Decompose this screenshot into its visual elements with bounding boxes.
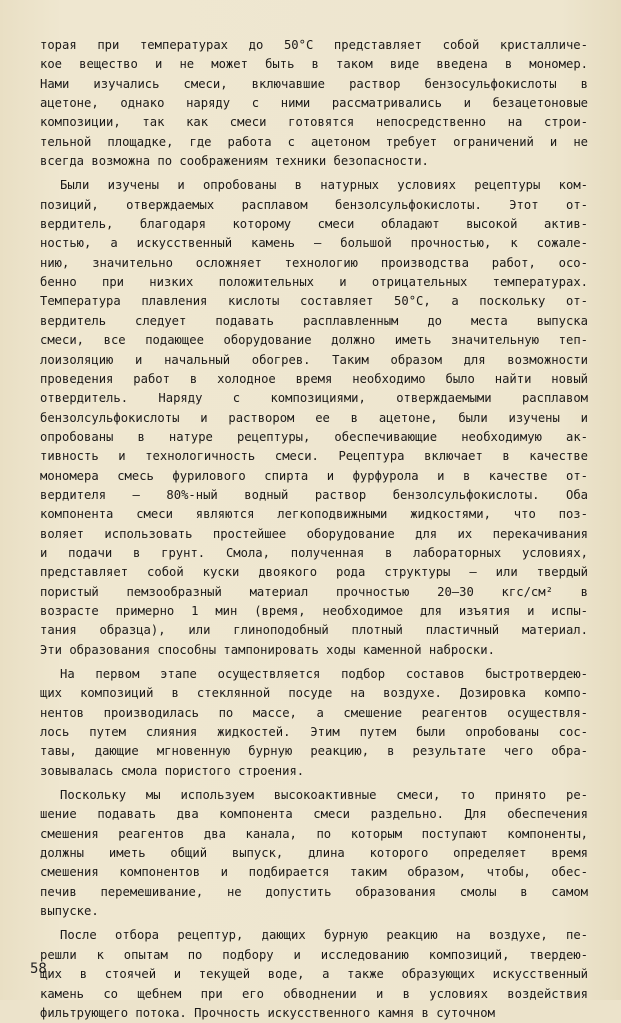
text-line: щих в стоячей и текущей воде, а также образующих искусственный xyxy=(40,967,588,982)
text-line: На первом этапе осуществляется подбор составов быстротвердею- xyxy=(60,667,588,681)
body-text xyxy=(40,36,588,1023)
text-line: нию, значительно осложняет технологию производства работ, осо- xyxy=(40,255,588,270)
text-line: торая при температурах до 50°С представляет собой кристалличе- xyxy=(40,38,588,52)
text-line: позиций, отверждаемых расплавом бензолсульфокислоты. Этот от- xyxy=(40,197,588,212)
text-line: смешения реагентов два канала, по которым поступают компоненты, xyxy=(40,826,588,841)
text-line: кое вещество и не может быть в таком виде введена в мономер. xyxy=(40,57,588,72)
text-line: представляет собой куски двоякого рода структуры – или твердый xyxy=(40,565,588,580)
text-line: отвердитель. Наряду с композициями, отверждаемыми расплавом xyxy=(40,391,588,406)
text-line: и подачи в грунт. Смола, полученная в лабораторных условиях, xyxy=(40,545,588,560)
page-number: 58 xyxy=(30,961,47,977)
text-line: смеси, все подающее оборудование должно иметь значительную теп- xyxy=(40,333,588,348)
text-line: мономера смесь фурилового спирта и фурфурола и в качестве от- xyxy=(40,468,588,483)
paragraph xyxy=(40,926,588,1023)
text-line: ностью, а искусственный камень – большой прочностью, к сожале- xyxy=(40,236,588,251)
text-line: Поскольку мы используем высокоактивные смеси, то принято ре- xyxy=(60,788,588,803)
text-line: печив перемешивание, не допустить образования смолы в самом xyxy=(40,884,588,899)
text-line: решли к опытам по подбору и исследованию композиций, твердею- xyxy=(40,947,588,962)
paragraph xyxy=(40,665,588,781)
text-line: вердителя – 80%-ный водный раствор бензолсульфокислоты. Оба xyxy=(40,487,588,502)
text-line: Нами изучались смеси, включавшие раствор бензосульфокислоты в xyxy=(40,76,588,91)
text-line: щих композиций в стеклянной посуде на воздухе. Дозировка компо- xyxy=(40,686,588,701)
text-line: должны иметь общий выпуск, длина которого определяет время xyxy=(40,846,588,861)
text-line: тания образца), или глиноподобный плотный пластичный материал. xyxy=(40,623,588,638)
text-line: Были изучены и опробованы в натурных условиях рецептуры ком- xyxy=(60,178,588,193)
text-line: Эти образования способны тампонировать ходы каменной наброски. xyxy=(40,642,495,657)
text-line: камень со щебнем при его обводнении и в условиях воздействия xyxy=(40,986,588,1001)
text-line: проведения работ в холодное время необходимо было найти новый xyxy=(40,371,588,386)
text-line: фильтрующего потока. Прочность искусственного камня в суточном xyxy=(40,1005,495,1020)
text-line: лоизоляцию и начальный обогрев. Таким образом для возможности xyxy=(40,352,588,367)
text-line: ацетоне, однако наряду с ними рассматривались и безацетоновые xyxy=(40,96,588,111)
text-line: компонента смеси являются легкоподвижными жидкостями, что поз- xyxy=(40,507,588,522)
text-line: Температура плавления кислоты составляет 50°С, а поскольку от- xyxy=(40,294,588,309)
text-line: зовывалась смола пористого строения. xyxy=(40,763,305,778)
paragraph xyxy=(40,36,588,171)
text-line: тельной площадке, где работа с ацетоном требует ограничений и не xyxy=(40,134,588,149)
text-line: бенно при низких положительных и отрицательных температурах. xyxy=(40,275,588,290)
text-line: После отбора рецептур, дающих бурную реакцию на воздухе, пе- xyxy=(60,928,588,943)
text-line: опробованы в натуре рецептуры, обеспечивающие необходимую ак- xyxy=(40,429,588,444)
text-line: нентов производилась по массе, а смешение реагентов осуществля- xyxy=(40,705,588,720)
text-line: вердитель следует подавать расплавленным до места выпуска xyxy=(40,313,588,328)
text-line: лось путем слияния жидкостей. Этим путем были опробованы сос- xyxy=(40,725,588,740)
text-line: всегда возможна по соображениям техники безопасности. xyxy=(40,154,429,169)
text-line: шение подавать два компонента смеси раздельно. Для обеспечения xyxy=(40,807,588,822)
text-line: бензолсульфокислоты и раствором ее в ацетоне, были изучены и xyxy=(40,410,588,425)
text-line: пористый пемзообразный материал прочностью 20–30 кгс/см² в xyxy=(40,584,588,599)
paragraph xyxy=(40,176,588,660)
text-line: композиции, так как смеси готовятся непосредственно на строи- xyxy=(40,115,588,130)
paragraph xyxy=(40,786,588,921)
text-line: воляет использовать простейшее оборудование для их перекачивания xyxy=(40,526,588,541)
text-line: смешения компонентов и подбирается таким образом, чтобы, обес- xyxy=(40,865,588,880)
text-line: возрасте примерно 1 мин (время, необходимое для изъятия и испы- xyxy=(40,603,588,618)
text-line: тавы, дающие мгновенную бурную реакцию, в результате чего обра- xyxy=(40,744,588,759)
text-line: выпуске. xyxy=(40,904,99,919)
text-line: вердитель, благодаря которому смеси обладают высокой актив- xyxy=(40,217,588,232)
text-line: тивность и технологичность смеси. Рецептура включает в качестве xyxy=(40,449,588,464)
